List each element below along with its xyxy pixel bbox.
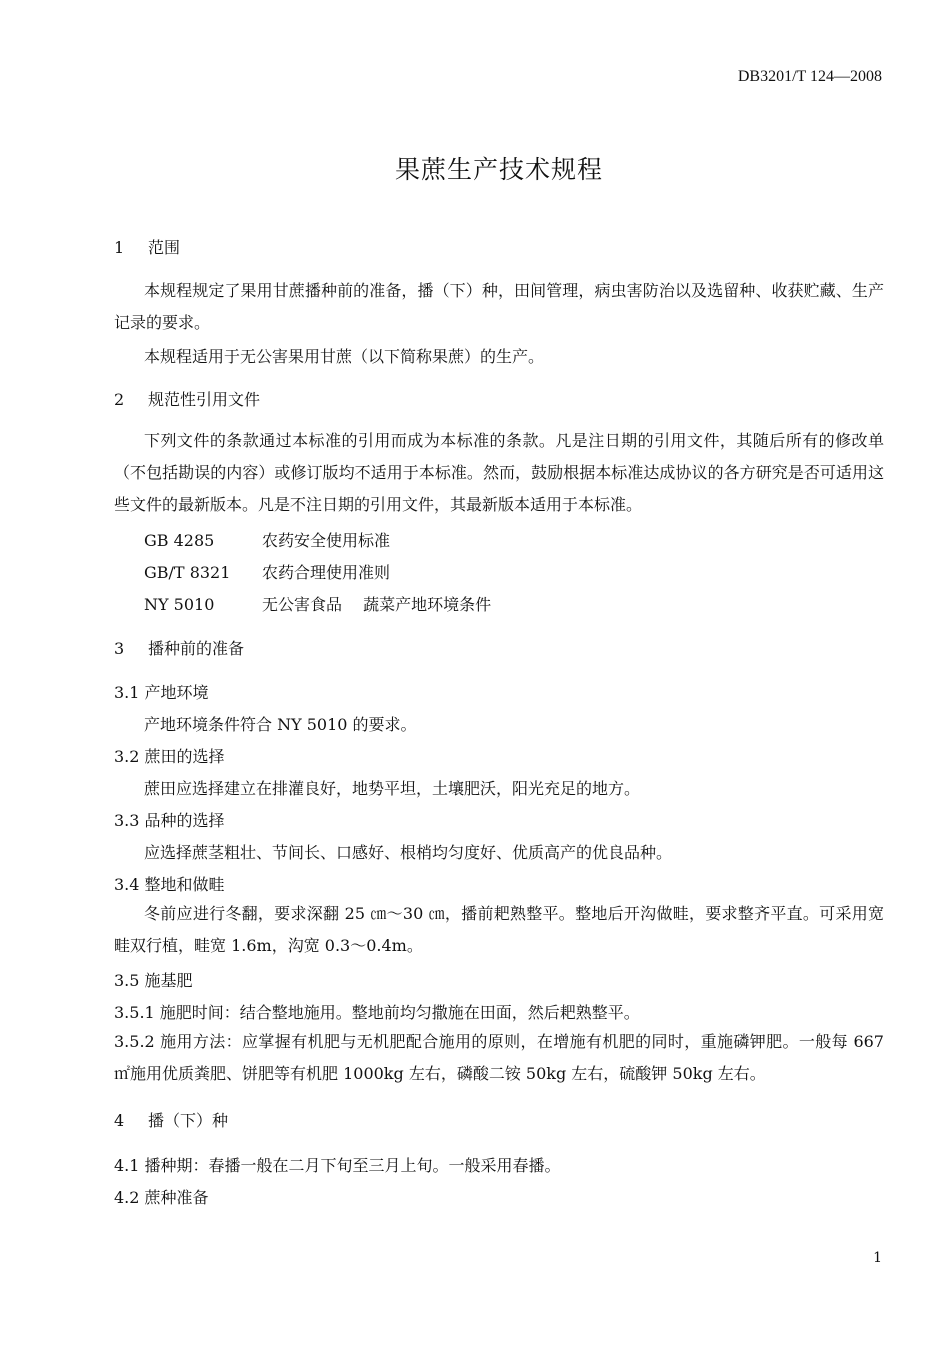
document-title: 果蔗生产技术规程 <box>394 155 603 184</box>
subsection-3-3-heading: 3.3 品种的选择 <box>114 811 225 830</box>
document-number: DB3201/T 124—2008 <box>737 68 882 85</box>
reference-title: 无公害食品 蔬菜产地环境条件 <box>262 595 492 614</box>
subsection-4-2-heading: 4.2 蔗种准备 <box>114 1188 209 1207</box>
section-3-heading <box>114 636 244 659</box>
section-number: 4 <box>114 1111 125 1130</box>
subsection-4-1-text: 4.1 播种期：春播一般在二月下旬至三月上旬。一般采用春播。 <box>114 1156 561 1175</box>
section-number: 1 <box>114 238 125 257</box>
reference-item <box>144 528 390 551</box>
section-title: 播种前的准备 <box>148 639 245 658</box>
section-2-paragraph-1: 下列文件的条款通过本标准的引用而成为本标准的条款。凡是注日期的引用文件，其随后所有的修改单（不包括勘误的内容）或修订版均不适用于本标准。然而，鼓励根据本标准达成协议的各方研究是否可适用这些文件的最新版本。凡是不注日期的引用文件，其最新版本适用于本标准。 <box>114 431 884 514</box>
section-title: 规范性引用文件 <box>148 390 261 409</box>
page-number: 1 <box>873 1250 882 1266</box>
section-1-heading <box>114 235 180 258</box>
section-number: 2 <box>114 390 125 409</box>
section-number: 3 <box>114 639 125 658</box>
subsection-3-5-heading: 3.5 施基肥 <box>114 971 193 990</box>
subsection-3-5-1-text: 3.5.1 施肥时间：结合整地施用。整地前均匀撒施在田面，然后耙熟整平。 <box>114 1003 640 1022</box>
reference-item <box>144 592 491 615</box>
subsection-3-4-heading: 3.4 整地和做畦 <box>114 875 225 894</box>
reference-title: 农药安全使用标准 <box>262 531 391 550</box>
subsection-3-2-text: 蔗田应选择建立在排灌良好，地势平坦，土壤肥沃，阳光充足的地方。 <box>144 779 641 798</box>
reference-code: GB 4285 <box>144 531 215 550</box>
subsection-3-2-heading: 3.2 蔗田的选择 <box>114 747 225 766</box>
section-1-paragraph-2: 本规程适用于无公害果用甘蔗（以下简称果蔗）的生产。 <box>144 347 545 366</box>
subsection-3-3-text: 应选择蔗茎粗壮、节间长、口感好、根梢均匀度好、优质高产的优良品种。 <box>144 843 673 862</box>
section-title: 播（下）种 <box>148 1111 229 1130</box>
subsection-3-1-heading: 3.1 产地环境 <box>114 683 209 702</box>
subsection-3-5-2-text: 3.5.2 施用方法：应掌握有机肥与无机肥配合施用的原则，在增施有机肥的同时，重施磷钾肥。一般每 667 ㎡施用优质粪肥、饼肥等有机肥 1000kg 左右，磷酸二铵 50kg 左右，硫酸钾 50kg 左右。 <box>114 1032 884 1083</box>
reference-code: GB/T 8321 <box>144 563 231 582</box>
subsection-3-4-text: 冬前应进行冬翻，要求深翻 25 ㎝～30 ㎝，播前耙熟整平。整地后开沟做畦，要求整齐平直。可采用宽畦双行植，畦宽 1.6m，沟宽 0.3～0.4m。 <box>114 904 884 955</box>
reference-code: NY 5010 <box>144 595 215 614</box>
section-2-heading <box>114 387 260 410</box>
reference-title: 农药合理使用准则 <box>262 563 391 582</box>
section-1-paragraph-1: 本规程规定了果用甘蔗播种前的准备，播（下）种，田间管理，病虫害防治以及选留种、收获贮藏、生产记录的要求。 <box>114 281 884 332</box>
subsection-3-1-text: 产地环境条件符合 NY 5010 的要求。 <box>144 715 417 734</box>
section-title: 范围 <box>148 238 181 257</box>
reference-item <box>144 560 390 583</box>
section-4-heading <box>114 1108 228 1131</box>
